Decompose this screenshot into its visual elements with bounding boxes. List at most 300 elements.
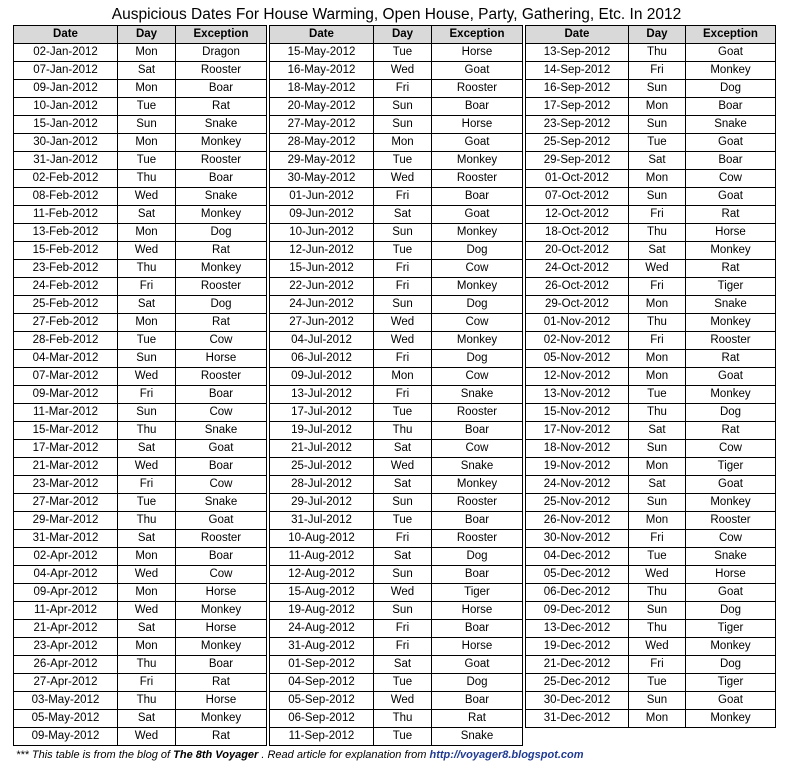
date-cell: 10-Jan-2012 <box>14 98 118 116</box>
date-cell: 06-Jul-2012 <box>270 350 374 368</box>
exception-cell: Rat <box>176 728 267 746</box>
exception-cell: Goat <box>176 512 267 530</box>
day-cell: Wed <box>374 314 432 332</box>
date-cell: 19-Aug-2012 <box>270 602 374 620</box>
date-cell: 24-Nov-2012 <box>526 476 629 494</box>
table-row <box>14 296 267 314</box>
date-cell: 18-Nov-2012 <box>526 440 629 458</box>
table-row <box>526 494 776 512</box>
table-row <box>14 584 267 602</box>
day-cell: Fri <box>628 206 685 224</box>
date-cell: 03-May-2012 <box>14 692 118 710</box>
date-cell: 09-Dec-2012 <box>526 602 629 620</box>
day-cell: Fri <box>374 350 432 368</box>
exception-cell: Boar <box>432 422 523 440</box>
table-header-row <box>526 26 776 44</box>
day-cell: Tue <box>118 332 176 350</box>
day-cell: Wed <box>374 62 432 80</box>
date-cell: 28-Jul-2012 <box>270 476 374 494</box>
table-row <box>14 674 267 692</box>
day-cell: Sat <box>628 152 685 170</box>
day-cell: Wed <box>628 566 685 584</box>
date-cell: 15-Feb-2012 <box>14 242 118 260</box>
day-cell: Mon <box>374 134 432 152</box>
date-cell: 28-Feb-2012 <box>14 332 118 350</box>
day-cell: Sun <box>374 566 432 584</box>
exception-cell: Cow <box>176 566 267 584</box>
date-cell: 29-Sep-2012 <box>526 152 629 170</box>
exception-cell: Goat <box>685 584 775 602</box>
table-row <box>14 224 267 242</box>
table-row <box>270 584 523 602</box>
exception-cell: Cow <box>176 332 267 350</box>
day-cell: Fri <box>374 638 432 656</box>
table-row <box>14 386 267 404</box>
date-cell: 16-Sep-2012 <box>526 80 629 98</box>
day-cell: Fri <box>374 386 432 404</box>
exception-cell: Rooster <box>432 404 523 422</box>
exception-cell: Boar <box>432 98 523 116</box>
day-cell: Sat <box>118 296 176 314</box>
table-row <box>270 386 523 404</box>
exception-cell: Dog <box>685 80 775 98</box>
day-cell: Sat <box>118 620 176 638</box>
date-cell: 27-Mar-2012 <box>14 494 118 512</box>
exception-cell: Dog <box>685 404 775 422</box>
date-cell: 29-Jul-2012 <box>270 494 374 512</box>
exception-cell: Goat <box>685 134 775 152</box>
table-row <box>270 152 523 170</box>
date-cell: 26-Oct-2012 <box>526 278 629 296</box>
date-cell: 05-May-2012 <box>14 710 118 728</box>
exception-cell: Boar <box>685 152 775 170</box>
date-cell: 19-Dec-2012 <box>526 638 629 656</box>
table-row <box>270 62 523 80</box>
exception-cell: Monkey <box>176 260 267 278</box>
table-row <box>270 602 523 620</box>
day-cell: Mon <box>628 458 685 476</box>
day-cell: Thu <box>118 512 176 530</box>
day-cell: Fri <box>374 620 432 638</box>
table-row <box>270 440 523 458</box>
date-cell: 24-Aug-2012 <box>270 620 374 638</box>
date-cell: 04-Apr-2012 <box>14 566 118 584</box>
table-row <box>14 494 267 512</box>
date-cell: 15-Jun-2012 <box>270 260 374 278</box>
date-cell: 20-Oct-2012 <box>526 242 629 260</box>
table-row <box>14 80 267 98</box>
day-cell: Wed <box>374 458 432 476</box>
date-cell: 25-Nov-2012 <box>526 494 629 512</box>
day-cell: Sat <box>374 206 432 224</box>
exception-cell: Monkey <box>176 134 267 152</box>
exception-cell: Rooster <box>176 62 267 80</box>
day-cell: Thu <box>628 44 685 62</box>
date-cell: 11-Feb-2012 <box>14 206 118 224</box>
table-row <box>526 692 776 710</box>
table-row <box>270 692 523 710</box>
table-row <box>270 710 523 728</box>
exception-header: Exception <box>685 26 775 44</box>
date-cell: 06-Dec-2012 <box>526 584 629 602</box>
day-cell: Thu <box>374 710 432 728</box>
date-cell: 30-Nov-2012 <box>526 530 629 548</box>
exception-cell: Rat <box>685 206 775 224</box>
exception-cell: Dog <box>432 674 523 692</box>
table-row <box>270 224 523 242</box>
dates-table-1 <box>13 25 267 746</box>
exception-cell: Snake <box>176 188 267 206</box>
exception-cell: Boar <box>432 620 523 638</box>
table-row <box>270 44 523 62</box>
exception-cell: Rooster <box>176 278 267 296</box>
table-row <box>526 656 776 674</box>
table-row <box>270 476 523 494</box>
day-cell: Thu <box>118 170 176 188</box>
table-row <box>14 368 267 386</box>
exception-cell: Goat <box>432 62 523 80</box>
day-cell: Sun <box>374 224 432 242</box>
date-cell: 17-Mar-2012 <box>14 440 118 458</box>
table-row <box>270 188 523 206</box>
exception-cell: Monkey <box>685 242 775 260</box>
exception-cell: Horse <box>432 602 523 620</box>
date-cell: 31-Jul-2012 <box>270 512 374 530</box>
date-cell: 02-Nov-2012 <box>526 332 629 350</box>
date-cell: 29-Oct-2012 <box>526 296 629 314</box>
day-cell: Thu <box>374 422 432 440</box>
day-cell: Wed <box>374 584 432 602</box>
day-cell: Thu <box>118 260 176 278</box>
table-row <box>526 602 776 620</box>
table-row <box>270 80 523 98</box>
exception-cell: Goat <box>432 656 523 674</box>
date-cell: 17-Jul-2012 <box>270 404 374 422</box>
exception-cell: Boar <box>176 80 267 98</box>
table-row <box>526 566 776 584</box>
day-cell: Wed <box>118 602 176 620</box>
exception-cell: Rat <box>176 98 267 116</box>
table-row <box>526 98 776 116</box>
exception-cell: Boar <box>432 512 523 530</box>
date-cell: 21-Mar-2012 <box>14 458 118 476</box>
day-cell: Sun <box>628 440 685 458</box>
exception-cell: Snake <box>176 494 267 512</box>
table-row <box>270 404 523 422</box>
date-cell: 15-Mar-2012 <box>14 422 118 440</box>
date-cell: 06-Sep-2012 <box>270 710 374 728</box>
date-cell: 01-Oct-2012 <box>526 170 629 188</box>
exception-cell: Rat <box>176 674 267 692</box>
day-cell: Fri <box>628 62 685 80</box>
date-cell: 24-Oct-2012 <box>526 260 629 278</box>
date-cell: 30-May-2012 <box>270 170 374 188</box>
exception-cell: Boar <box>432 188 523 206</box>
table-row <box>14 188 267 206</box>
date-cell: 23-Feb-2012 <box>14 260 118 278</box>
date-cell: 13-Jul-2012 <box>270 386 374 404</box>
date-cell: 31-Jan-2012 <box>14 152 118 170</box>
exception-cell: Boar <box>685 98 775 116</box>
table-row <box>14 404 267 422</box>
date-header: Date <box>270 26 374 44</box>
date-cell: 31-Aug-2012 <box>270 638 374 656</box>
table-row <box>270 422 523 440</box>
exception-cell: Boar <box>432 692 523 710</box>
table-row <box>526 584 776 602</box>
day-cell: Sat <box>118 710 176 728</box>
day-cell: Mon <box>118 548 176 566</box>
table-row <box>14 98 267 116</box>
day-cell: Mon <box>628 512 685 530</box>
date-cell: 08-Feb-2012 <box>14 188 118 206</box>
date-cell: 12-Jun-2012 <box>270 242 374 260</box>
day-cell: Mon <box>374 368 432 386</box>
date-cell: 11-Mar-2012 <box>14 404 118 422</box>
table-row <box>14 278 267 296</box>
day-cell: Sun <box>118 404 176 422</box>
exception-cell: Goat <box>685 188 775 206</box>
day-cell: Sat <box>374 476 432 494</box>
dates-table-2 <box>269 25 523 746</box>
day-cell: Sun <box>374 296 432 314</box>
date-cell: 31-Mar-2012 <box>14 530 118 548</box>
exception-cell: Boar <box>176 656 267 674</box>
table-row <box>14 566 267 584</box>
exception-cell: Monkey <box>432 152 523 170</box>
table-row <box>270 134 523 152</box>
day-cell: Sat <box>118 440 176 458</box>
day-cell: Mon <box>118 80 176 98</box>
table-row <box>270 530 523 548</box>
table-row <box>526 458 776 476</box>
exception-cell: Rat <box>685 260 775 278</box>
date-cell: 24-Jun-2012 <box>270 296 374 314</box>
date-cell: 27-Jun-2012 <box>270 314 374 332</box>
exception-cell: Rat <box>685 350 775 368</box>
table-row <box>526 152 776 170</box>
table-row <box>14 134 267 152</box>
table-row <box>526 530 776 548</box>
table-row <box>526 404 776 422</box>
blog-url-link[interactable]: http://voyager8.blogspot.com <box>429 749 584 761</box>
table-row <box>14 458 267 476</box>
exception-cell: Snake <box>176 116 267 134</box>
exception-cell: Snake <box>685 296 775 314</box>
date-cell: 04-Jul-2012 <box>270 332 374 350</box>
exception-cell: Monkey <box>685 314 775 332</box>
date-cell: 16-May-2012 <box>270 62 374 80</box>
table-row <box>270 170 523 188</box>
date-header: Date <box>526 26 629 44</box>
date-cell: 18-May-2012 <box>270 80 374 98</box>
date-cell: 07-Oct-2012 <box>526 188 629 206</box>
day-header: Day <box>118 26 176 44</box>
table-row <box>14 692 267 710</box>
exception-cell: Monkey <box>176 710 267 728</box>
date-cell: 25-Feb-2012 <box>14 296 118 314</box>
date-cell: 30-Jan-2012 <box>14 134 118 152</box>
day-cell: Mon <box>628 170 685 188</box>
exception-cell: Monkey <box>432 224 523 242</box>
exception-cell: Monkey <box>176 638 267 656</box>
exception-cell: Horse <box>176 584 267 602</box>
exception-cell: Horse <box>432 638 523 656</box>
exception-cell: Monkey <box>685 638 775 656</box>
exception-cell: Rooster <box>176 368 267 386</box>
day-cell: Mon <box>118 134 176 152</box>
day-cell: Wed <box>628 260 685 278</box>
table-row <box>526 242 776 260</box>
day-cell: Sat <box>628 422 685 440</box>
table-row <box>270 674 523 692</box>
exception-cell: Boar <box>176 458 267 476</box>
date-cell: 07-Jan-2012 <box>14 62 118 80</box>
table-row <box>526 296 776 314</box>
date-cell: 02-Apr-2012 <box>14 548 118 566</box>
exception-cell: Horse <box>176 350 267 368</box>
exception-cell: Cow <box>432 368 523 386</box>
day-cell: Sat <box>374 440 432 458</box>
date-cell: 23-Sep-2012 <box>526 116 629 134</box>
exception-cell: Rooster <box>685 332 775 350</box>
date-cell: 27-May-2012 <box>270 116 374 134</box>
day-cell: Fri <box>118 386 176 404</box>
day-cell: Fri <box>374 188 432 206</box>
day-cell: Fri <box>374 80 432 98</box>
date-cell: 29-May-2012 <box>270 152 374 170</box>
day-cell: Tue <box>374 512 432 530</box>
table-row <box>14 116 267 134</box>
exception-cell: Rooster <box>432 494 523 512</box>
exception-cell: Goat <box>685 476 775 494</box>
day-cell: Sat <box>118 62 176 80</box>
table-row <box>14 638 267 656</box>
exception-cell: Boar <box>176 386 267 404</box>
table-row <box>14 206 267 224</box>
table-row <box>526 620 776 638</box>
table-row <box>14 260 267 278</box>
day-cell: Sun <box>374 602 432 620</box>
day-cell: Thu <box>628 584 685 602</box>
tables-area <box>13 25 776 745</box>
exception-cell: Monkey <box>685 710 775 728</box>
table-row <box>14 62 267 80</box>
day-cell: Sun <box>118 116 176 134</box>
date-cell: 09-Mar-2012 <box>14 386 118 404</box>
day-cell: Sun <box>628 80 685 98</box>
table-row <box>526 710 776 728</box>
day-cell: Mon <box>628 98 685 116</box>
table-row <box>14 170 267 188</box>
exception-cell: Rooster <box>685 512 775 530</box>
date-cell: 11-Apr-2012 <box>14 602 118 620</box>
date-cell: 26-Apr-2012 <box>14 656 118 674</box>
date-cell: 15-Aug-2012 <box>270 584 374 602</box>
exception-cell: Monkey <box>432 476 523 494</box>
exception-cell: Cow <box>685 440 775 458</box>
exception-cell: Boar <box>176 170 267 188</box>
exception-cell: Cow <box>176 404 267 422</box>
table-row <box>14 602 267 620</box>
date-cell: 15-May-2012 <box>270 44 374 62</box>
exception-cell: Dog <box>685 656 775 674</box>
date-cell: 09-Jan-2012 <box>14 80 118 98</box>
day-cell: Mon <box>118 584 176 602</box>
date-cell: 01-Jun-2012 <box>270 188 374 206</box>
day-cell: Tue <box>118 494 176 512</box>
table-row <box>14 350 267 368</box>
table-row <box>270 206 523 224</box>
exception-cell: Horse <box>176 692 267 710</box>
table-row <box>14 440 267 458</box>
date-cell: 21-Dec-2012 <box>526 656 629 674</box>
exception-cell: Rat <box>685 422 775 440</box>
day-cell: Tue <box>628 674 685 692</box>
table-row <box>526 638 776 656</box>
exception-cell: Goat <box>176 440 267 458</box>
table-header-row <box>270 26 523 44</box>
day-cell: Wed <box>118 188 176 206</box>
exception-cell: Horse <box>176 620 267 638</box>
day-cell: Sun <box>628 692 685 710</box>
table-row <box>14 422 267 440</box>
day-cell: Mon <box>628 350 685 368</box>
day-header: Day <box>374 26 432 44</box>
date-cell: 05-Dec-2012 <box>526 566 629 584</box>
source-footer <box>16 749 786 762</box>
table-row <box>14 512 267 530</box>
day-cell: Tue <box>374 404 432 422</box>
date-cell: 17-Sep-2012 <box>526 98 629 116</box>
day-cell: Wed <box>628 638 685 656</box>
table-row <box>14 548 267 566</box>
date-cell: 25-Jul-2012 <box>270 458 374 476</box>
date-cell: 26-Nov-2012 <box>526 512 629 530</box>
date-cell: 17-Nov-2012 <box>526 422 629 440</box>
table-row <box>526 476 776 494</box>
date-cell: 02-Jan-2012 <box>14 44 118 62</box>
exception-cell: Goat <box>685 44 775 62</box>
day-cell: Wed <box>118 368 176 386</box>
day-cell: Fri <box>628 656 685 674</box>
table-row <box>526 62 776 80</box>
table-row <box>14 476 267 494</box>
date-cell: 09-May-2012 <box>14 728 118 746</box>
day-cell: Sat <box>628 242 685 260</box>
date-cell: 04-Dec-2012 <box>526 548 629 566</box>
date-cell: 15-Nov-2012 <box>526 404 629 422</box>
day-cell: Mon <box>118 638 176 656</box>
day-cell: Thu <box>118 422 176 440</box>
date-cell: 15-Jan-2012 <box>14 116 118 134</box>
exception-cell: Goat <box>432 134 523 152</box>
exception-cell: Rooster <box>432 530 523 548</box>
table-row <box>270 260 523 278</box>
day-cell: Mon <box>118 44 176 62</box>
date-cell: 09-Jul-2012 <box>270 368 374 386</box>
exception-cell: Monkey <box>432 332 523 350</box>
day-cell: Wed <box>374 692 432 710</box>
day-cell: Fri <box>374 260 432 278</box>
exception-cell: Goat <box>432 206 523 224</box>
exception-cell: Cow <box>685 530 775 548</box>
date-cell: 01-Nov-2012 <box>526 314 629 332</box>
table-row <box>270 116 523 134</box>
table-row <box>270 242 523 260</box>
date-cell: 05-Nov-2012 <box>526 350 629 368</box>
date-cell: 28-May-2012 <box>270 134 374 152</box>
